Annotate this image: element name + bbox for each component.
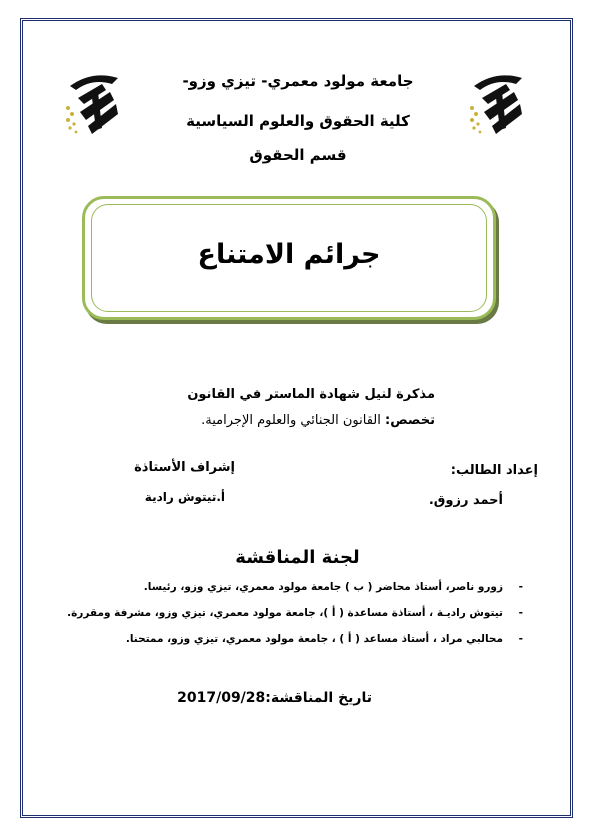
faculty-name: كلية الحقوق والعلوم السياسية — [186, 112, 410, 130]
list-bullet: - — [518, 607, 523, 619]
committee-member-list — [67, 578, 523, 656]
supervisor-name: أ.تيتوش رادية — [144, 490, 225, 504]
committee-member-text: تيتوش راديـة ، أستاذة مساعدة ( أ )، جامعة مولود معمري، تيزي وزو، مشرفة ومقررة. — [67, 607, 503, 619]
committee-member — [67, 604, 523, 630]
supervision-label: إشراف الأستاذة — [134, 460, 235, 475]
thesis-title: جرائم الامتناع — [197, 239, 381, 270]
list-bullet: - — [518, 581, 523, 593]
defense-date: تاريخ المناقشة:2017/09/28 — [177, 690, 372, 706]
university-name: جامعة مولود معمري- تيزي وزو- — [182, 72, 414, 90]
committee-member — [67, 630, 523, 656]
committee-member — [67, 578, 523, 604]
specialty-label: تخصص: — [385, 413, 435, 428]
committee-title: لجنة المناقشة — [235, 547, 360, 568]
prepared-by-label: إعداد الطالب: — [450, 463, 538, 478]
department-name: قسم الحقوق — [249, 146, 347, 164]
title-frame — [82, 196, 496, 320]
specialty-value: القانون الجنائي والعلوم الإجرامية. — [201, 413, 385, 428]
university-emblem-icon — [466, 68, 528, 140]
student-name: أحمد رزوق. — [428, 493, 503, 508]
thesis-purpose: مذكرة لنيل شهادة الماستر في القانون — [187, 387, 435, 402]
committee-member-text: محالبي مراد ، أستاذ مساعد ( أ ) ، جامعة مولود معمري، تيزي وزو، ممتحنا. — [125, 633, 503, 645]
committee-member-text: زورو ناصر، أستاذ محاضر ( ب ) جامعة مولود معمري، تيزي وزو، رئيسا. — [143, 581, 503, 593]
university-emblem-icon — [62, 68, 124, 140]
thesis-specialty — [201, 413, 435, 428]
list-bullet: - — [518, 633, 523, 645]
